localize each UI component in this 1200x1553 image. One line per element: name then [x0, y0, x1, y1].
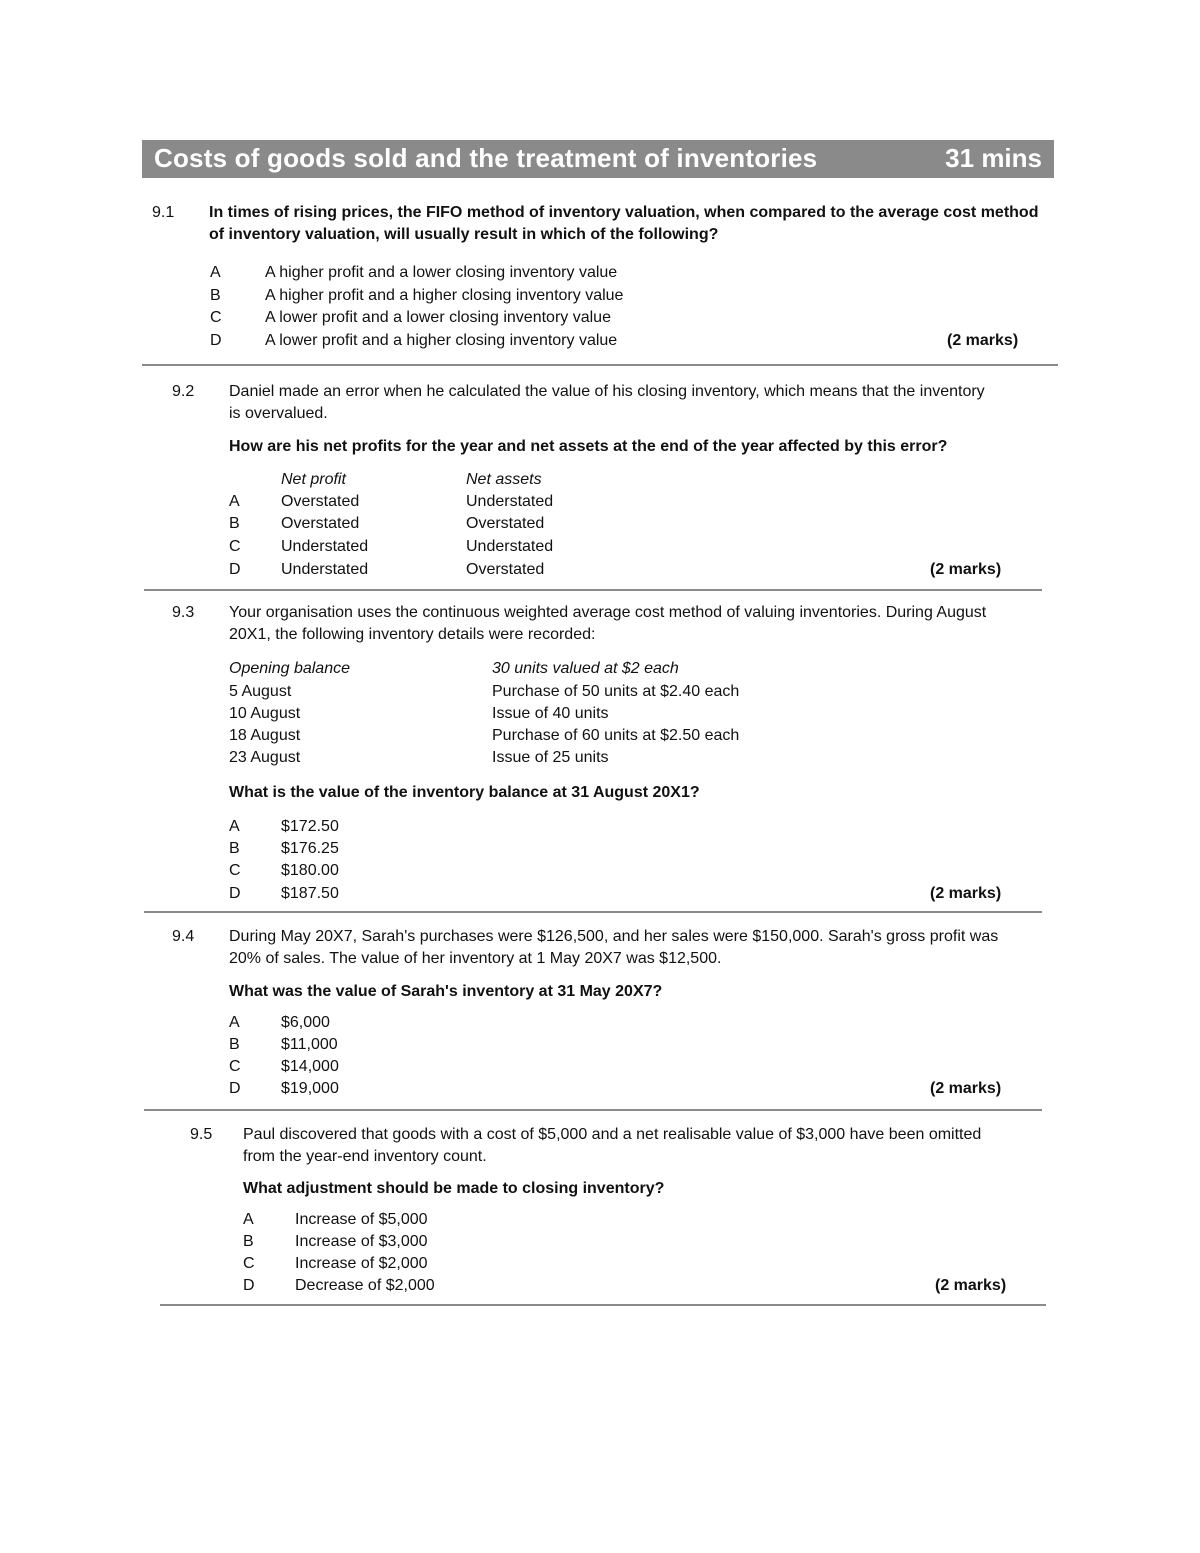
option-text: A lower profit and a higher closing inventory value: [265, 332, 618, 349]
option-letter: C: [229, 862, 241, 879]
divider: [144, 589, 1042, 591]
question-intro: Daniel made an error when he calculated the value of his closing inventory, which means that the inventory is overvalued.: [229, 383, 985, 422]
section-title: Costs of goods sold and the treatment of inventories: [154, 143, 818, 173]
detail-date: 10 August: [229, 705, 301, 722]
option-text: $11,000: [281, 1036, 338, 1053]
option-text: $180.00: [281, 862, 339, 879]
option-net-assets: Understated: [466, 538, 554, 555]
question-number: 9.4: [172, 928, 195, 945]
option-letter: B: [243, 1233, 254, 1250]
question-text: What adjustment should be made to closing inventory?: [243, 1180, 665, 1197]
detail-date: 23 August: [229, 749, 301, 766]
option-text: $6,000: [281, 1014, 330, 1031]
question-number: 9.1: [152, 204, 175, 221]
option-letter: B: [229, 515, 240, 532]
detail-description: Purchase of 50 units at $2.40 each: [492, 683, 740, 700]
divider: [144, 911, 1042, 913]
question-text: What was the value of Sarah's inventory at 31 May 20X7?: [229, 983, 663, 1000]
option-text: Increase of $3,000: [295, 1233, 428, 1250]
divider: [160, 1304, 1046, 1306]
option-letter: B: [229, 1036, 240, 1053]
option-text: $172.50: [281, 818, 339, 835]
option-letter: D: [243, 1277, 255, 1294]
section-time: 31 mins: [945, 143, 1042, 173]
detail-date: 18 August: [229, 727, 301, 744]
option-text: $14,000: [281, 1058, 339, 1075]
option-letter: C: [229, 1058, 241, 1075]
option-letter: A: [229, 493, 240, 510]
option-net-assets: Overstated: [466, 515, 545, 532]
option-text: A lower profit and a lower closing inventory value: [265, 309, 611, 326]
option-letter: D: [229, 885, 241, 902]
divider: [142, 364, 1058, 366]
option-letter: D: [229, 1080, 241, 1097]
detail-description: Issue of 25 units: [492, 749, 609, 766]
divider: [144, 1109, 1042, 1111]
option-letter: B: [229, 840, 240, 857]
section-header: [142, 140, 1054, 178]
detail-date: Opening balance: [229, 660, 350, 677]
marks-label: (2 marks): [930, 1080, 1002, 1097]
marks-label: (2 marks): [935, 1277, 1007, 1294]
column-header-net-profit: Net profit: [281, 471, 346, 488]
question-intro: Paul discovered that goods with a cost of $5,000 and a net realisable value of $3,000 have been omitted from the year-end inventory count.: [243, 1126, 982, 1165]
option-letter: C: [243, 1255, 255, 1272]
marks-label: (2 marks): [947, 332, 1019, 349]
option-net-assets: Understated: [466, 493, 554, 510]
option-net-profit: Overstated: [281, 493, 360, 510]
marks-label: (2 marks): [930, 561, 1002, 578]
option-letter: A: [243, 1211, 254, 1228]
detail-description: Issue of 40 units: [492, 705, 609, 722]
option-text: $19,000: [281, 1080, 339, 1097]
question-intro: Your organisation uses the continuous weighted average cost method of valuing inventories. During August 20X1, the following inventory details were recorded:: [229, 604, 987, 643]
question-text: How are his net profits for the year and net assets at the end of the year affected by this error?: [229, 438, 948, 455]
option-letter: C: [210, 309, 222, 326]
detail-description: 30 units valued at $2 each: [492, 660, 679, 677]
option-text: Increase of $2,000: [295, 1255, 428, 1272]
detail-description: Purchase of 60 units at $2.50 each: [492, 727, 740, 744]
option-letter: D: [210, 332, 222, 349]
option-letter: A: [229, 1014, 240, 1031]
question-number: 9.3: [172, 604, 195, 621]
option-letter: C: [229, 538, 241, 555]
question-number: 9.5: [190, 1126, 213, 1143]
option-text: Increase of $5,000: [295, 1211, 428, 1228]
column-header-net-assets: Net assets: [466, 471, 542, 488]
marks-label: (2 marks): [930, 885, 1002, 902]
option-text: A higher profit and a lower closing inventory value: [265, 264, 618, 281]
option-letter: B: [210, 287, 221, 304]
option-letter: A: [229, 818, 240, 835]
option-text: $176.25: [281, 840, 339, 857]
option-text: A higher profit and a higher closing inventory value: [265, 287, 624, 304]
option-letter: D: [229, 561, 241, 578]
option-net-profit: Understated: [281, 561, 369, 578]
option-letter: A: [210, 264, 221, 281]
detail-date: 5 August: [229, 683, 292, 700]
question-text: In times of rising prices, the FIFO method of inventory valuation, when compared to the average cost method of inventory valuation, will usually result in which of the following?: [209, 204, 1039, 243]
option-net-profit: Overstated: [281, 515, 360, 532]
option-net-profit: Understated: [281, 538, 369, 555]
option-text: $187.50: [281, 885, 339, 902]
option-text: Decrease of $2,000: [295, 1277, 435, 1294]
question-text: What is the value of the inventory balance at 31 August 20X1?: [229, 784, 700, 801]
question-number: 9.2: [172, 383, 195, 400]
question-intro: During May 20X7, Sarah's purchases were $126,500, and her sales were $150,000. Sarah's gross profit was 20% of sales. The value of her inventory at 1 May 20X7 was $12,500.: [229, 928, 999, 967]
option-net-assets: Overstated: [466, 561, 545, 578]
